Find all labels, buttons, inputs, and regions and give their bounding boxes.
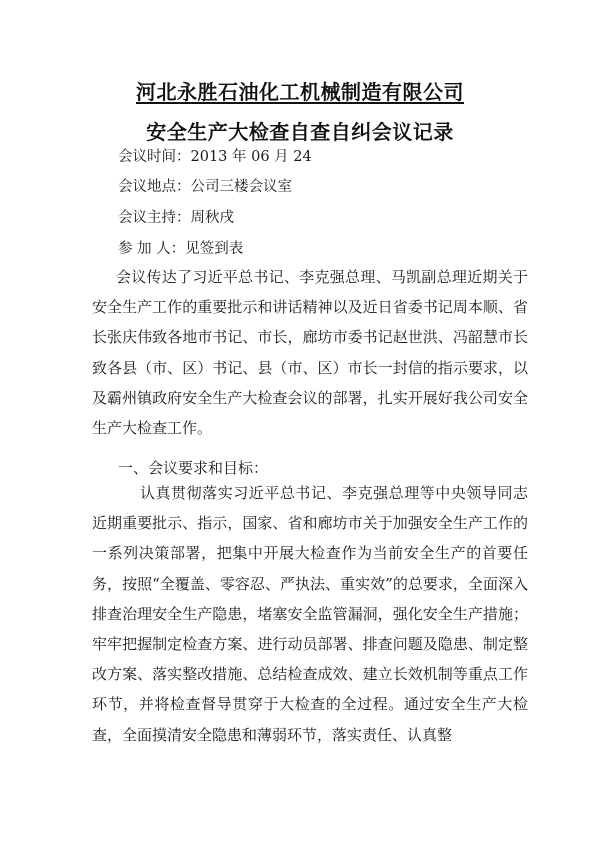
meeting-attendees-value: 见签到表: [185, 241, 244, 257]
meeting-time-label: 会议时间：: [118, 149, 191, 165]
intro-paragraph: 会议传达了习近平总书记、李克强总理、马凯副总理近期关于安全生产工作的重要批示和讲话精神以及近日省委书记周本顺、省长张庆伟致各地市书记、市长，廊坊市委书记赵世洪、冯韶慧市长致各县（市、区）书记、县（市、区）市长一封信的指示要求，以及霸州镇政府安全生产大检查会议的部署，扎实开展好我公司安全生产大检查工作。: [92, 268, 528, 438]
section-body-paragraph: 认真贯彻落实习近平总书记、李克强总理等中央领导同志近期重要批示、指示，国家、省和廊坊市关于加强安全生产工作的一系列决策部署，把集中开展大检查作为当前安全生产的首要任务，按照“全覆盖、零容忍、严执法、重实效”的总要求，全面深入排查治理安全生产隐患，堵塞安全监管漏洞，强化安全生产措施；牢牢把握制定检查方案、进行动员部署、排查问题及隐患、制定整改方案、落实整改措施、总结检查成效、建立长效机制等重点工作环节，并将检查督导贯穿于大检查的全过程。通过安全生产大检查，全面摸清安全隐患和薄弱环节，落实责任、认真整: [92, 484, 528, 744]
meeting-place-value: 公司三楼会议室: [190, 179, 292, 195]
company-title: 河北永胜石油化工机械制造有限公司: [136, 80, 464, 104]
meeting-place-label: 会议地点：: [118, 179, 191, 195]
meeting-attendees-label: 参 加 人：: [118, 241, 186, 257]
meeting-time-line: [118, 147, 312, 167]
meeting-host-line: [118, 208, 234, 228]
meeting-place-line: [118, 177, 292, 197]
section-heading: 一、会议要求和目标：: [118, 459, 269, 477]
meeting-time-value: 2013 年 06 月 24: [190, 149, 312, 165]
meeting-host-label: 会议主持：: [118, 210, 191, 226]
meeting-host-value: 周秋戌: [190, 210, 234, 226]
document-title: 安全生产大检查自查自纠会议记录: [146, 120, 454, 144]
meeting-attendees-line: [118, 239, 243, 259]
